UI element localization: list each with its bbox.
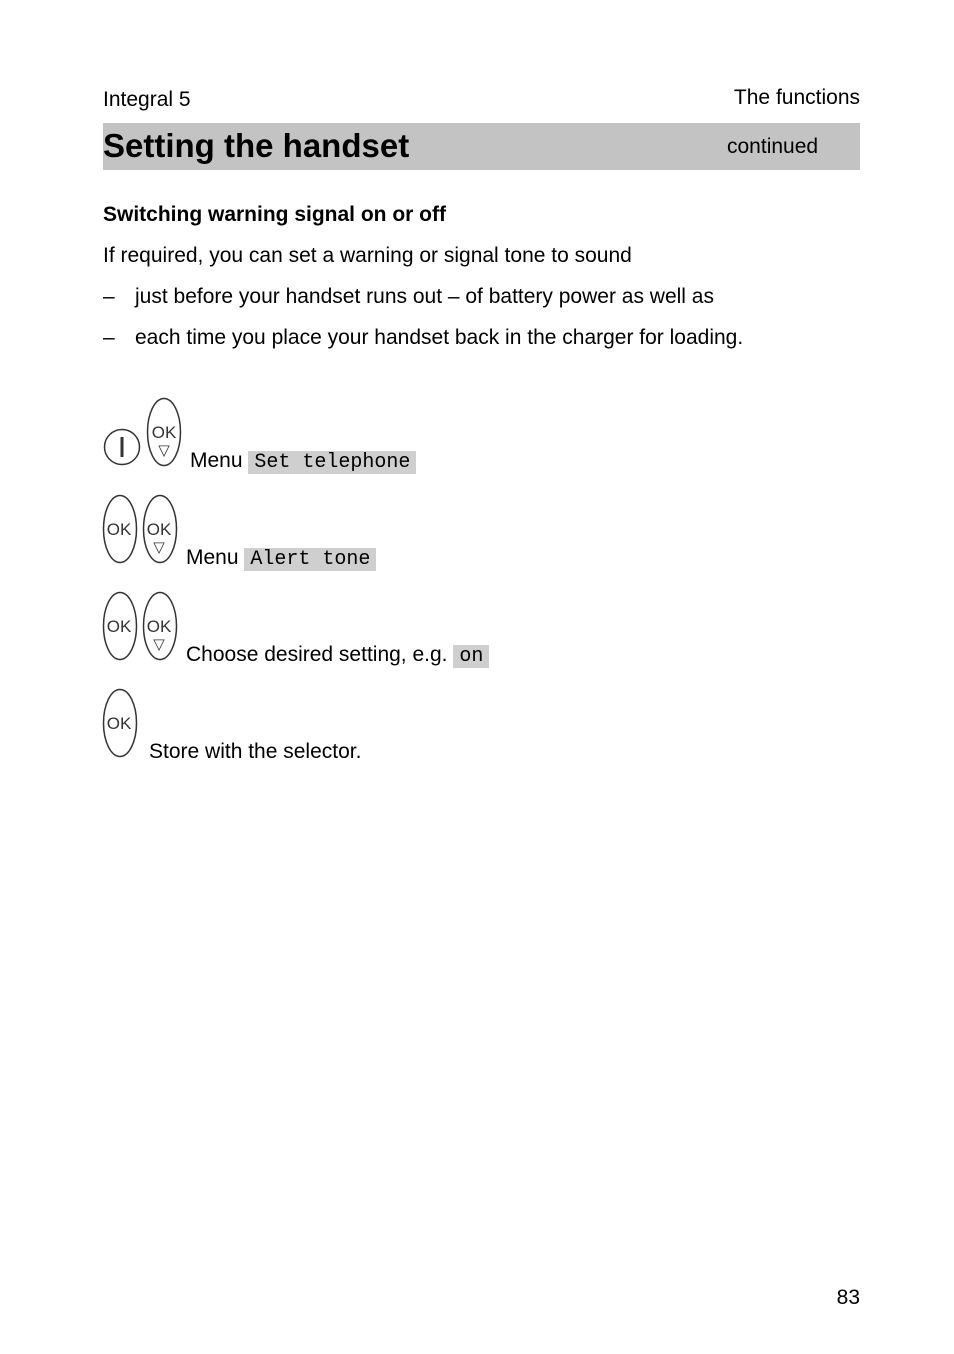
step-label: Menu [186,546,239,569]
ok-key-label: OK [146,520,172,539]
ok-key-label: OK [151,423,177,442]
page-number: 83 [836,1286,860,1309]
step-2 [186,546,376,571]
header-chapter: The functions [733,86,860,109]
step-label: Choose desired setting, e.g. [186,643,448,666]
step-4 [149,740,361,764]
ok-key-icon [102,688,139,758]
bullet-item [103,326,743,350]
title-bar [103,123,860,170]
ok-down-key-icon [142,494,179,564]
step-label: Menu [190,449,243,472]
bullet-dash: – [103,326,115,349]
bullet-text: each time you place your handset back in the charger for loading. [135,326,744,349]
ok-key-label: OK [106,714,132,733]
down-arrow-label: ▽ [153,538,165,556]
down-arrow-label: ▽ [153,635,165,653]
bullet-text: just before your handset runs out – of battery power as well as [135,285,714,308]
down-arrow-label: ▽ [158,441,170,459]
display-text: on [453,645,489,668]
bullet-dash: – [103,285,115,308]
ok-key-icon [102,591,139,661]
ok-down-key-icon [142,591,179,661]
section-heading: Switching warning signal on or off [103,203,446,226]
page-title: Setting the handset [103,127,410,164]
bullet-item [103,285,714,309]
continued-label: continued [727,135,819,158]
section-intro: If required, you can set a warning or signal tone to sound [103,244,632,267]
step-label: Store with the selector. [149,740,362,763]
ok-key-label: OK [106,520,132,539]
display-text: Alert tone [244,548,376,571]
step-1 [190,449,416,474]
ok-down-key-icon [146,397,183,467]
display-text: Set telephone [248,451,416,474]
ok-key-label: OK [106,617,132,636]
step-3 [186,643,489,668]
power-key-icon [103,427,141,467]
header-product: Integral 5 [103,88,191,111]
ok-key-icon [102,494,139,564]
ok-key-label: OK [146,617,172,636]
